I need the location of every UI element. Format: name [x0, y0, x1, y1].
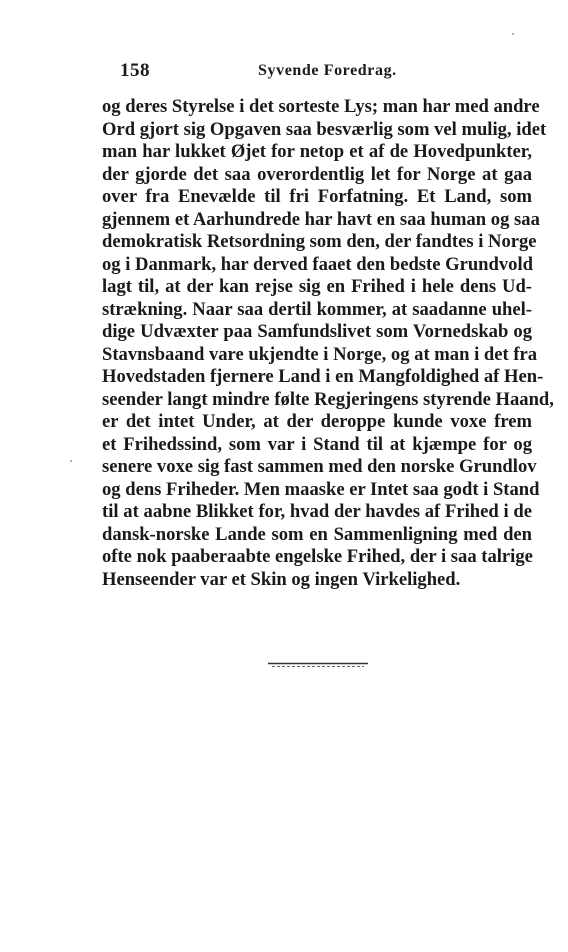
text-line: seender langt mindre følte Regjeringens styrende Haand,: [102, 388, 554, 410]
text-line: ofte nok paaberaabte engelske Frihed, der i saa talrige: [102, 546, 533, 567]
text-line: og dens Friheder. Men maaske er Intet saa godt i Stand: [102, 478, 540, 500]
text-line: over fra Enevælde til fri Forfatning. Et Land, som: [102, 186, 532, 207]
text-line: senere voxe sig fast sammen med den norske Grundlov: [102, 456, 537, 477]
text-line: til at aabne Blikket for, hvad der havdes af Frihed i de: [102, 501, 532, 522]
text-line: lagt til, at der kan rejse sig en Frihed i hele dens Ud-: [102, 276, 532, 297]
paper-speck: [70, 460, 72, 462]
text-line: og deres Styrelse i det sorteste Lys; man har med andre: [102, 96, 540, 117]
text-line: demokratisk Retsordning som den, der fandtes i Norge: [102, 231, 537, 252]
text-line: Hovedstaden fjernere Land i en Mangfoldighed af Hen-: [102, 366, 544, 387]
text-line: Ord gjort sig Opgaven saa besværlig som vel mulig, idet: [102, 118, 547, 140]
text-line: man har lukket Øjet for netop et af de Hovedpunkter,: [102, 141, 532, 162]
page-number: 158: [120, 60, 150, 81]
text-line: et Frihedssind, som var i Stand til at kjæmpe for og: [102, 433, 532, 455]
text-line: dige Udvæxter paa Samfundslivet som Vornedskab og: [102, 321, 532, 342]
end-ornament-rule: [266, 661, 370, 669]
text-line: og i Danmark, har derved faaet den bedste Grundvold: [102, 253, 533, 275]
text-line: gjennem et Aarhundrede har havt en saa human og saa: [102, 208, 540, 230]
text-line: er det intet Under, at der deroppe kunde voxe frem: [102, 411, 532, 432]
paper-speck: [512, 33, 514, 35]
text-line: Henseender var et Skin og ingen Virkelighed.: [102, 568, 461, 590]
text-line: dansk-norske Lande som en Sammenligning med den: [102, 523, 532, 545]
text-line: der gjorde det saa overordentlig let for Norge at gaa: [102, 163, 532, 185]
text-line: Stavnsbaand vare ukjendte i Norge, og at man i det fra: [102, 343, 538, 365]
running-title: Syvende Foredrag.: [258, 62, 397, 79]
text-line: strækning. Naar saa dertil kommer, at saadanne uhel-: [102, 298, 532, 320]
body-paragraph: [102, 96, 554, 591]
